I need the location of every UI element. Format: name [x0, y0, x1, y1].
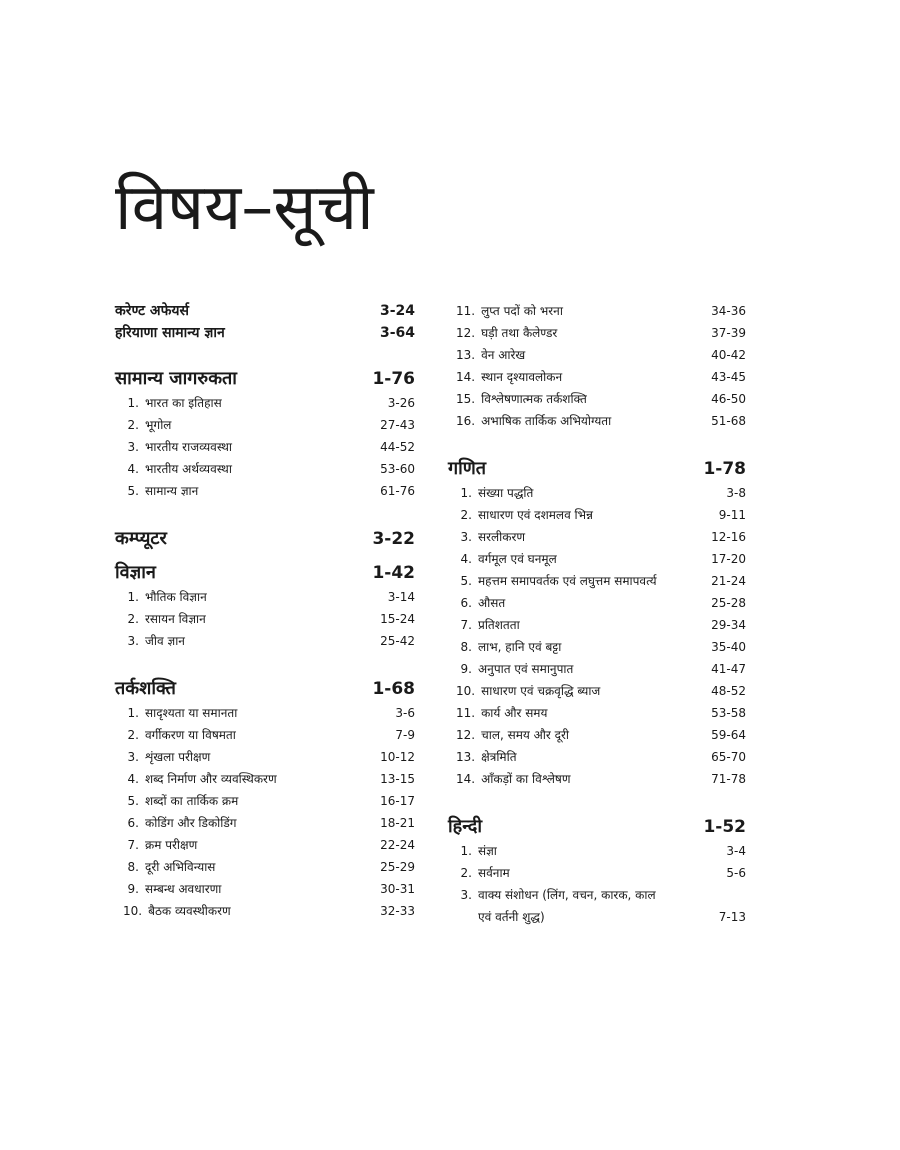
entry-text: शब्दों का तार्किक क्रम: [145, 794, 239, 808]
entry-label: [115, 608, 206, 630]
entry-text: भूगोल: [145, 418, 172, 432]
entry-number: 4.: [127, 772, 139, 786]
entry-text: विश्लेषणात्मक तर्कशक्ति: [481, 392, 587, 406]
entry-label: [448, 840, 497, 862]
entry-number: 1.: [460, 844, 472, 858]
toc-entry[interactable]: [115, 790, 415, 812]
entry-pages: 3-24: [379, 303, 415, 319]
entry-number: 1.: [127, 396, 139, 410]
entry-pages: 7-13: [718, 910, 746, 924]
toc-entry[interactable]: [448, 526, 746, 548]
entry-label: [115, 458, 232, 480]
entry-pages: 3-4: [726, 844, 746, 858]
section-title: तर्कशक्ति: [115, 678, 176, 699]
toc-entry[interactable]: [448, 482, 746, 504]
entry-number: 4.: [127, 462, 139, 476]
section-range: 1-42: [372, 563, 415, 583]
entry-pages: 48-52: [711, 684, 746, 698]
toc-entry[interactable]: [115, 900, 415, 922]
entry-number: 2.: [127, 612, 139, 626]
toc-entry[interactable]: [448, 410, 746, 432]
toc-entry[interactable]: [115, 630, 415, 652]
entry-pages: 10-12: [380, 750, 415, 764]
section-heading-ganit[interactable]: [448, 456, 746, 482]
entry-text: सम्बन्ध अवधारणा: [145, 882, 222, 896]
entry-text: शृंखला परीक्षण: [145, 750, 211, 764]
entry-label: [115, 724, 236, 746]
entry-number: 1.: [127, 590, 139, 604]
entry-pages: 13-15: [380, 772, 415, 786]
entry-number: 6.: [127, 816, 139, 830]
entry-label: [115, 900, 231, 922]
entry-pages: 29-34: [711, 618, 746, 632]
toc-entry[interactable]: [448, 322, 746, 344]
entry-label: [448, 592, 505, 614]
entry-number: 16.: [456, 414, 476, 428]
entry-label: [448, 884, 656, 928]
entry-pages: 22-24: [380, 838, 415, 852]
entry-number: 13.: [456, 750, 476, 764]
entry-number: 3.: [127, 634, 139, 648]
entry-number: 2.: [460, 866, 472, 880]
entry-pages: 3-14: [387, 590, 415, 604]
entry-label: [448, 482, 533, 504]
toc-entry[interactable]: [448, 504, 746, 526]
entry-number: 6.: [460, 596, 472, 610]
entry-label: हरियाणा सामान्य ज्ञान: [115, 325, 225, 341]
entry-pages: 46-50: [711, 392, 746, 406]
entry-pages: 30-31: [380, 882, 415, 896]
entry-pages: 25-42: [380, 634, 415, 648]
toc-entry[interactable]: [448, 746, 746, 768]
entry-label: [448, 636, 561, 658]
toc-entry[interactable]: [448, 614, 746, 636]
section-heading-samanya-jagrukta[interactable]: [115, 366, 415, 392]
section-item-list: [448, 840, 746, 928]
entry-label: [448, 724, 569, 746]
entry-pages: 3-64: [379, 325, 415, 341]
entry-label: [448, 658, 573, 680]
entry-pages: 3-8: [726, 486, 746, 500]
entry-text: वर्गीकरण या विषमता: [145, 728, 236, 742]
entry-label: [448, 570, 657, 592]
entry-number: 5.: [460, 574, 472, 588]
entry-label: [115, 702, 237, 724]
entry-pages: 18-21: [380, 816, 415, 830]
section-range: 3-22: [372, 529, 415, 549]
entry-number: 12.: [456, 728, 476, 742]
toc-entry[interactable]: [115, 458, 415, 480]
toc-right-column: [448, 300, 746, 928]
entry-text: संज्ञा: [478, 844, 497, 858]
entry-pages: 43-45: [711, 370, 746, 384]
toc-left-column: [115, 300, 415, 922]
entry-pages: 25-28: [711, 596, 746, 610]
entry-pages: 53-58: [711, 706, 746, 720]
toc-entry[interactable]: [448, 862, 746, 884]
entry-label: [448, 504, 593, 526]
section-title: गणित: [448, 458, 487, 479]
section-title: कम्प्यूटर: [115, 528, 167, 549]
entry-number: 8.: [460, 640, 472, 654]
entry-number: 1.: [127, 706, 139, 720]
entry-text: प्रतिशतता: [478, 618, 520, 632]
entry-text-continued: एवं वर्तनी शुद्ध): [478, 910, 545, 924]
toc-entry[interactable]: [115, 878, 415, 900]
toc-entry[interactable]: [115, 724, 415, 746]
toc-entry[interactable]: [448, 840, 746, 862]
section-range: 1-68: [372, 679, 415, 699]
toc-entry[interactable]: [448, 636, 746, 658]
entry-pages: 32-33: [380, 904, 415, 918]
entry-number: 10.: [123, 904, 143, 918]
entry-pages: 25-29: [380, 860, 415, 874]
entry-text: रसायन विज्ञान: [145, 612, 206, 626]
entry-text: सादृश्यता या समानता: [145, 706, 238, 720]
entry-text: भारतीय राजव्यवस्था: [145, 440, 233, 454]
entry-text: कोडिंग और डिकोडिंग: [145, 816, 237, 830]
toc-entry[interactable]: [448, 724, 746, 746]
toc-entry[interactable]: [115, 392, 415, 414]
entry-text: वर्गमूल एवं घनमूल: [478, 552, 557, 566]
toc-entry[interactable]: [448, 570, 746, 592]
entry-number: 5.: [127, 484, 139, 498]
section-heading-vigyan[interactable]: [115, 560, 415, 586]
section-item-list: [448, 300, 746, 432]
section-item-list: [115, 702, 415, 922]
section-heading-tarkshakti[interactable]: [115, 676, 415, 702]
entry-pages: 7-9: [395, 728, 415, 742]
entry-pages: 21-24: [711, 574, 746, 588]
entry-label: [115, 392, 222, 414]
entry-text: घड़ी तथा कैलेण्डर: [481, 326, 558, 340]
entry-pages: 40-42: [711, 348, 746, 362]
entry-text: लाभ, हानि एवं बट्टा: [478, 640, 562, 654]
entry-pages: 51-68: [711, 414, 746, 428]
entry-label: [115, 856, 215, 878]
entry-label: [115, 414, 171, 436]
entry-text: जीव ज्ञान: [145, 634, 185, 648]
toc-entry[interactable]: [115, 608, 415, 630]
entry-pages: 61-76: [380, 484, 415, 498]
entry-number: 9.: [127, 882, 139, 896]
entry-text: क्रम परीक्षण: [145, 838, 198, 852]
toc-entry[interactable]: [115, 702, 415, 724]
entry-number: 7.: [460, 618, 472, 632]
entry-text: सरलीकरण: [478, 530, 526, 544]
toc-entry[interactable]: [448, 680, 746, 702]
entry-text: साधारण एवं चक्रवृद्धि ब्याज: [481, 684, 601, 698]
entry-text: क्षेत्रमिति: [481, 750, 517, 764]
entry-text: भारत का इतिहास: [145, 396, 222, 410]
entry-label: [115, 746, 210, 768]
entry-text: साधारण एवं दशमलव भिन्न: [478, 508, 593, 522]
toc-top-entry[interactable]: [115, 322, 415, 344]
entry-text: अनुपात एवं समानुपात: [478, 662, 574, 676]
toc-entry[interactable]: [448, 768, 746, 790]
section-title: सामान्य जागरुकता: [115, 368, 237, 389]
entry-pages: 34-36: [711, 304, 746, 318]
entry-pages: 16-17: [380, 794, 415, 808]
entry-number: 11.: [456, 706, 476, 720]
entry-text: दूरी अभिविन्यास: [145, 860, 216, 874]
entry-number: 2.: [127, 418, 139, 432]
entry-label: [115, 768, 277, 790]
section-heading-computer[interactable]: [115, 526, 415, 552]
entry-pages: 9-11: [718, 508, 746, 522]
entry-text: शब्द निर्माण और व्यवस्थिकरण: [145, 772, 277, 786]
entry-pages: 17-20: [711, 552, 746, 566]
entry-pages: 71-78: [711, 772, 746, 786]
entry-text: औसत: [478, 596, 506, 610]
entry-text: संख्या पद्धति: [478, 486, 534, 500]
entry-label: [448, 680, 600, 702]
entry-number: 12.: [456, 326, 476, 340]
entry-pages: 37-39: [711, 326, 746, 340]
entry-label: [448, 548, 557, 570]
toc-entry[interactable]: [115, 436, 415, 458]
toc-entry[interactable]: [448, 884, 746, 928]
toc-entry[interactable]: [448, 658, 746, 680]
entry-label: [448, 300, 563, 322]
toc-entry[interactable]: [115, 834, 415, 856]
entry-number: 10.: [456, 684, 476, 698]
entry-number: 4.: [460, 552, 472, 566]
entry-label: [115, 878, 221, 900]
page-title: विषय–सूची: [115, 171, 374, 245]
entry-label: [115, 790, 238, 812]
entry-text: सामान्य ज्ञान: [145, 484, 199, 498]
entry-number: 13.: [456, 348, 476, 362]
entry-label: [448, 344, 525, 366]
section-heading-hindi[interactable]: [448, 814, 746, 840]
entry-pages: 44-52: [380, 440, 415, 454]
toc-entry[interactable]: [115, 812, 415, 834]
toc-entry[interactable]: [448, 344, 746, 366]
entry-number: 7.: [127, 838, 139, 852]
entry-number: 3.: [127, 750, 139, 764]
entry-number: 14.: [456, 772, 476, 786]
toc-entry[interactable]: [448, 300, 746, 322]
entry-label: [448, 768, 571, 790]
entry-pages: 5-6: [726, 866, 746, 880]
section-item-list: [115, 392, 415, 502]
entry-pages: 53-60: [380, 462, 415, 476]
entry-number: 15.: [456, 392, 476, 406]
entry-label: [115, 812, 237, 834]
entry-label: [448, 526, 525, 548]
toc-entry[interactable]: [448, 592, 746, 614]
toc-entry[interactable]: [448, 366, 746, 388]
entry-number: 3.: [127, 440, 139, 454]
entry-number: 2.: [127, 728, 139, 742]
section-item-list: [448, 482, 746, 790]
entry-text: भारतीय अर्थव्यवस्था: [145, 462, 232, 476]
toc-top-entry[interactable]: [115, 300, 415, 322]
entry-text: सर्वनाम: [478, 866, 510, 880]
entry-number: 3.: [460, 530, 472, 544]
entry-label: [448, 862, 510, 884]
entry-pages: 15-24: [380, 612, 415, 626]
toc-entry[interactable]: [115, 768, 415, 790]
entry-pages: 41-47: [711, 662, 746, 676]
entry-label: [448, 746, 517, 768]
entry-pages: 59-64: [711, 728, 746, 742]
toc-entry[interactable]: [115, 414, 415, 436]
entry-pages: 27-43: [380, 418, 415, 432]
entry-text: स्थान दृश्यावलोकन: [481, 370, 563, 384]
toc-entry[interactable]: [448, 388, 746, 410]
entry-text: वेन आरेख: [481, 348, 526, 362]
section-item-list: [115, 586, 415, 652]
entry-text: वाक्य संशोधन (लिंग, वचन, कारक, काल: [478, 888, 656, 902]
entry-pages: 12-16: [711, 530, 746, 544]
toc-entry[interactable]: [115, 746, 415, 768]
section-title: विज्ञान: [115, 562, 156, 583]
entry-label: [448, 388, 587, 410]
entry-pages: 3-6: [395, 706, 415, 720]
section-range: 1-78: [703, 459, 746, 479]
entry-number: 3.: [460, 888, 472, 902]
entry-text: आँकड़ों का विश्लेषण: [481, 772, 571, 786]
entry-label: [448, 614, 520, 636]
entry-label: [115, 834, 197, 856]
entry-label: [448, 366, 562, 388]
entry-text: चाल, समय और दूरी: [481, 728, 570, 742]
entry-label: [448, 410, 611, 432]
entry-number: 14.: [456, 370, 476, 384]
entry-text: कार्य और समय: [481, 706, 548, 720]
entry-label: [448, 322, 557, 344]
toc-entry[interactable]: [115, 480, 415, 502]
entry-label: [115, 480, 198, 502]
entry-number: 5.: [127, 794, 139, 808]
entry-label: [448, 702, 547, 724]
entry-text: अभाषिक तार्किक अभियोग्यता: [481, 414, 612, 428]
entry-pages: 65-70: [711, 750, 746, 764]
toc-entry[interactable]: [115, 586, 415, 608]
entry-number: 8.: [127, 860, 139, 874]
entry-text: बैठक व्यवस्थीकरण: [148, 904, 231, 918]
entry-text: लुप्त पदों को भरना: [481, 304, 563, 318]
entry-label: [115, 436, 232, 458]
entry-text: महत्तम समापवर्तक एवं लघुत्तम समापवर्त्य: [478, 574, 657, 588]
entry-label: [115, 630, 185, 652]
entry-number: 11.: [456, 304, 476, 318]
entry-label: [115, 586, 207, 608]
entry-number: 2.: [460, 508, 472, 522]
entry-label: करेण्ट अफेयर्स: [115, 303, 189, 319]
section-range: 1-76: [372, 369, 415, 389]
entry-pages: 3-26: [387, 396, 415, 410]
entry-pages: 35-40: [711, 640, 746, 654]
entry-number: 9.: [460, 662, 472, 676]
toc-entry[interactable]: [448, 548, 746, 570]
toc-entry[interactable]: [448, 702, 746, 724]
section-title: हिन्दी: [448, 816, 483, 837]
entry-number: 1.: [460, 486, 472, 500]
section-range: 1-52: [703, 817, 746, 837]
entry-text: भौतिक विज्ञान: [145, 590, 207, 604]
toc-entry[interactable]: [115, 856, 415, 878]
